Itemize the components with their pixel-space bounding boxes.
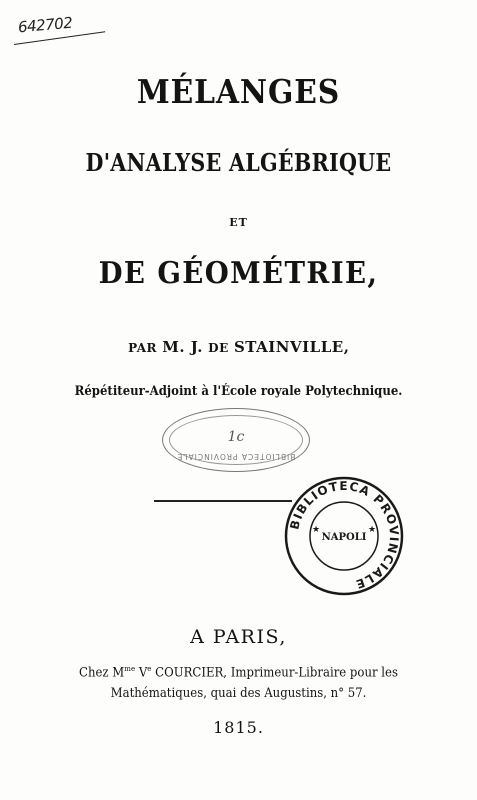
- round-library-stamp: [282, 474, 406, 598]
- imprint-publisher-rest: COURCIER, Imprimeur-Libraire pour les: [155, 665, 398, 681]
- title-main: MÉLANGES: [136, 72, 341, 111]
- round-stamp-star-right: ★: [367, 525, 377, 535]
- title-subtitle: D'ANALYSE ALGÉBRIQUE: [85, 148, 392, 177]
- oval-library-stamp: [162, 408, 310, 472]
- imprint-year: 1815.: [213, 718, 264, 737]
- imprint-ve-sup: e: [147, 664, 152, 673]
- oval-stamp-ring-text: BIBLIOTECA PROVINCIALE: [176, 452, 296, 461]
- author-description: Répétiteur-Adjoint à l'École royale Polytechnique.: [74, 384, 403, 399]
- imprint-city: A PARIS,: [190, 626, 287, 648]
- author-par: PAR: [128, 341, 157, 355]
- author-initials: M. J.: [162, 338, 203, 356]
- round-stamp-center-text: NAPOLI: [321, 532, 367, 543]
- handwritten-shelfmark: 642702: [17, 13, 73, 37]
- imprint-publisher-line: [24, 664, 453, 680]
- author-surname: STAINVILLE: [233, 338, 344, 356]
- imprint-address-line: Mathématiques, quai des Augustins, n° 57.: [110, 686, 367, 701]
- round-stamp-star-left: ★: [311, 525, 321, 535]
- title-conjunction: ET: [229, 216, 248, 229]
- imprint-chez: Chez M: [79, 665, 125, 681]
- imprint-ve: V: [138, 665, 148, 681]
- author-comma: ,: [343, 338, 349, 356]
- author-line: [0, 338, 477, 356]
- title-second: DE GÉOMÉTRIE,: [98, 256, 379, 291]
- imprint-me-sup: me: [124, 664, 136, 673]
- round-stamp-ring-text: BIBLIOTECA PROVINCIALE: [287, 478, 402, 592]
- oval-stamp-number: 1c: [227, 429, 245, 445]
- ornamental-rule: [154, 500, 292, 502]
- author-particle: DE: [208, 341, 229, 355]
